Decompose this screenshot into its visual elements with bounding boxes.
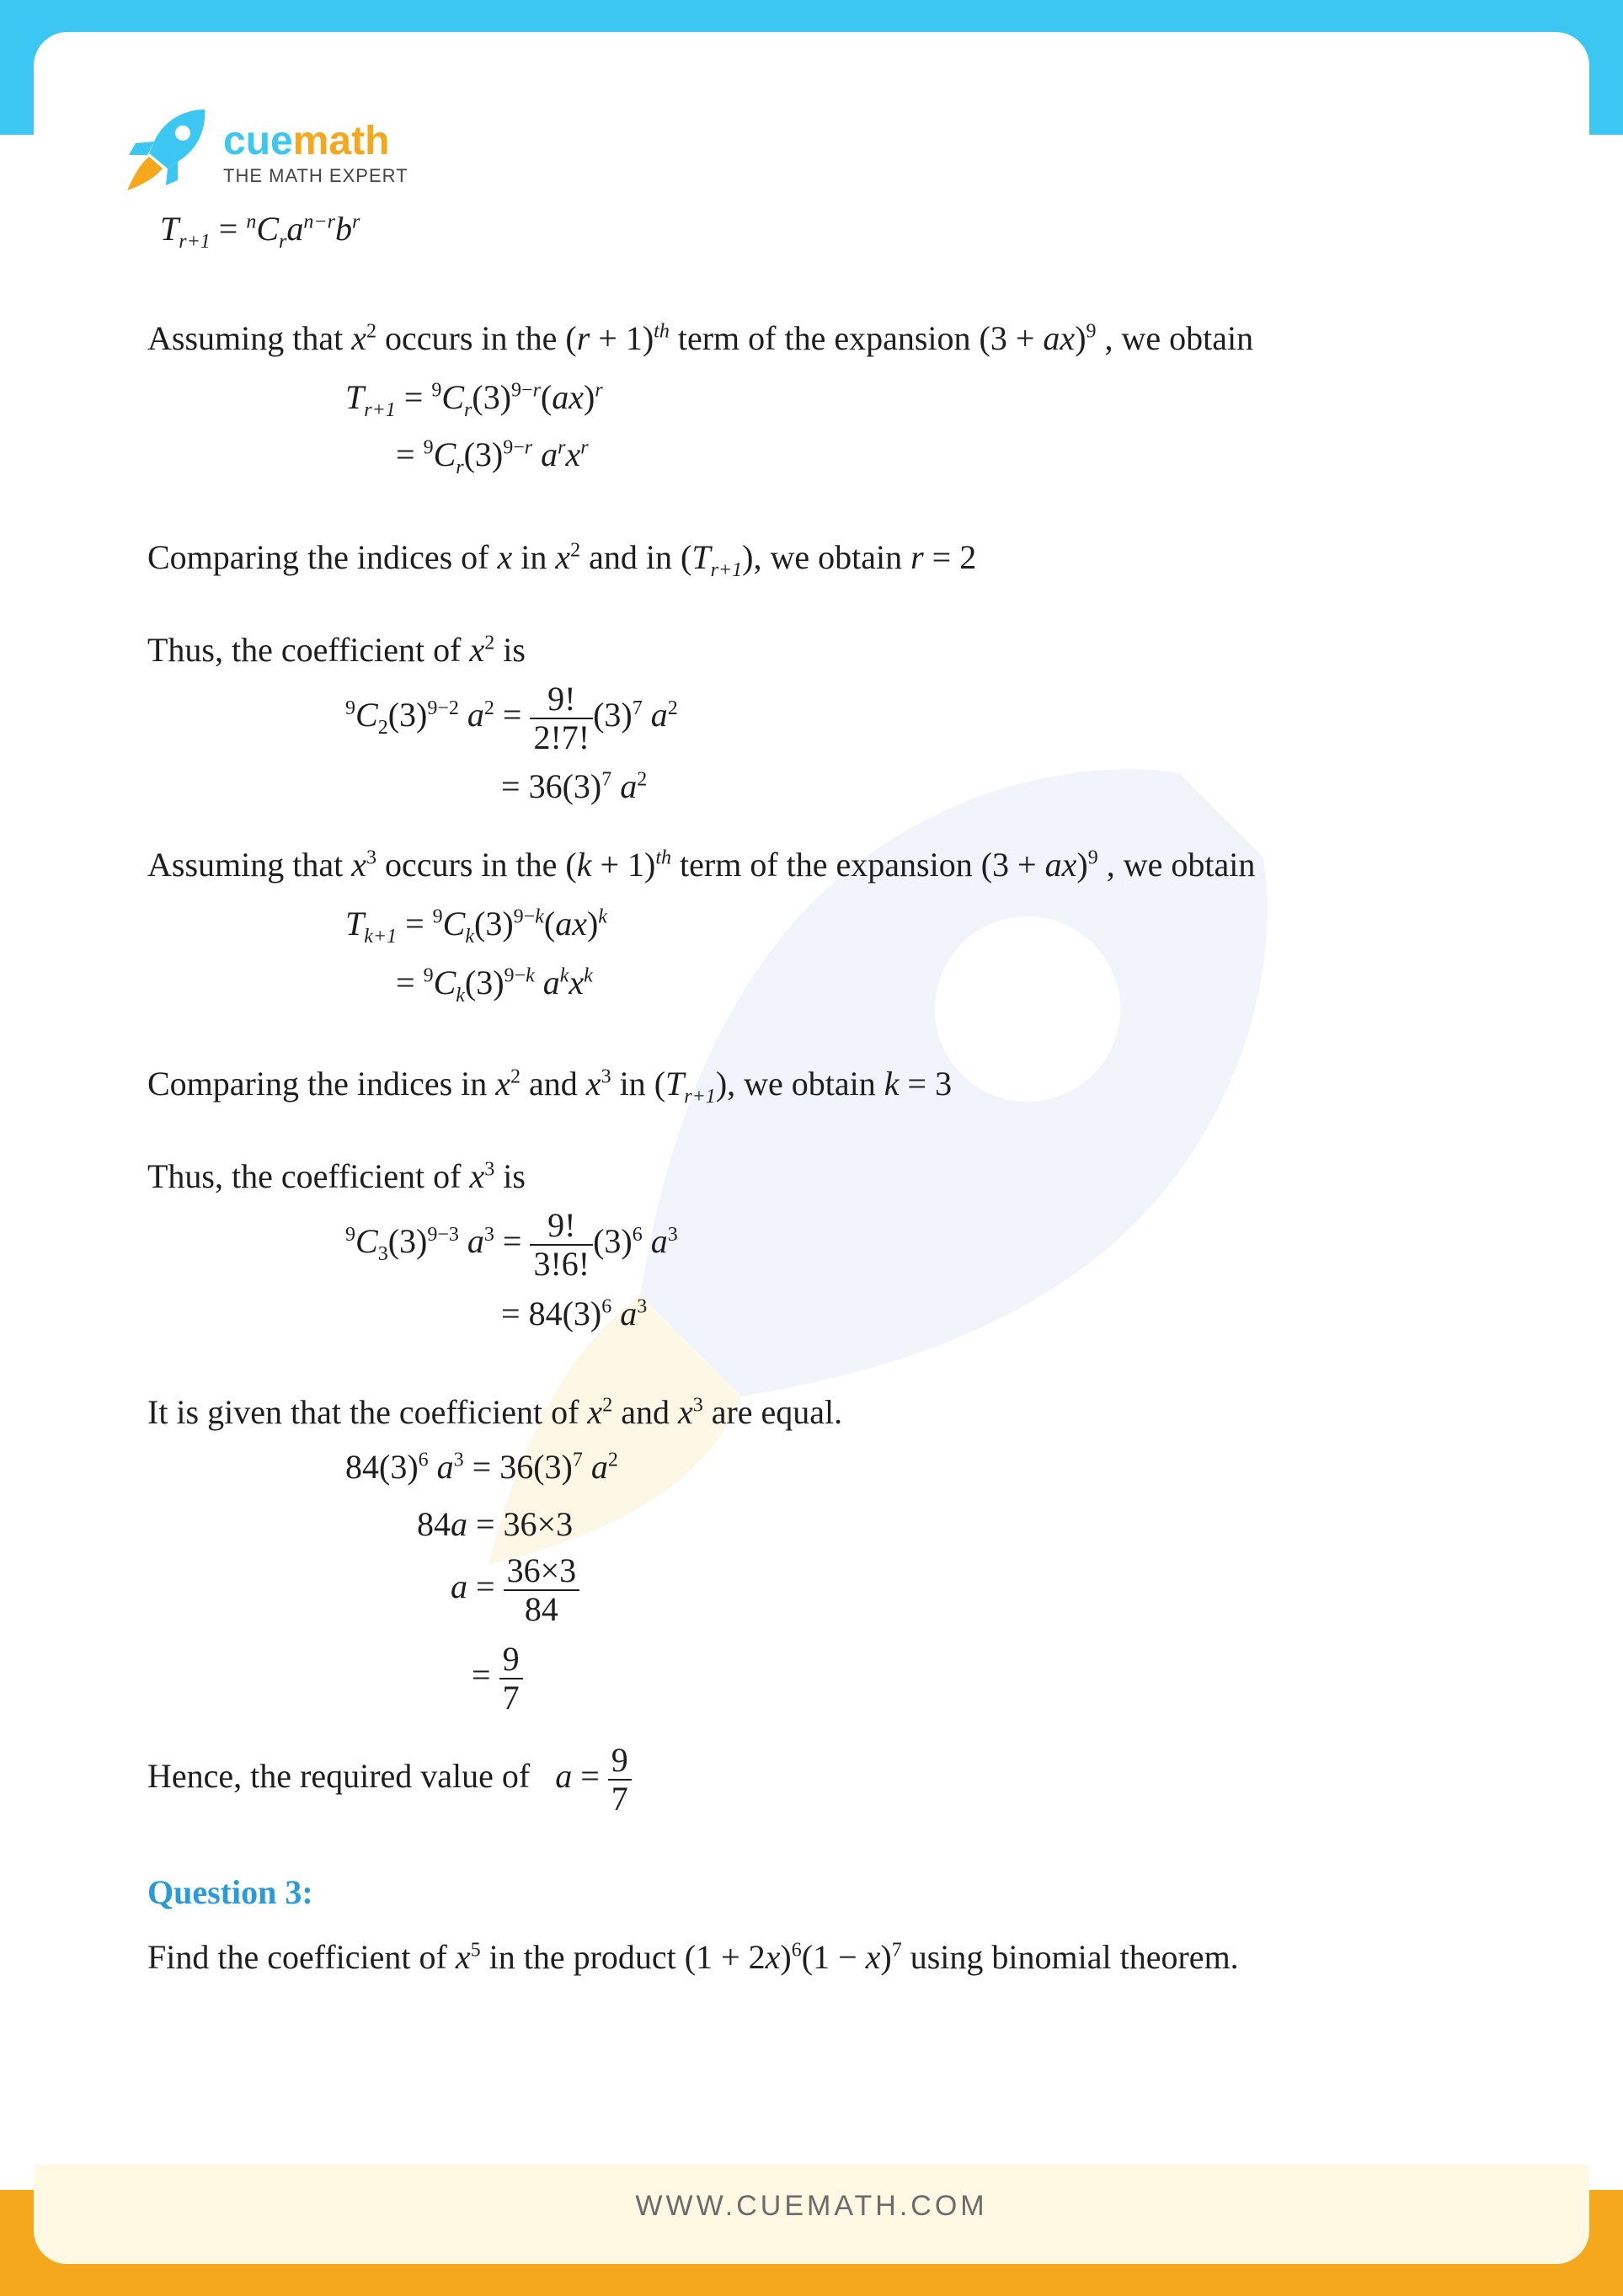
assumption-line-1: Assuming that $x^2$ occurs in the $(r + 1)^{th}$ term of the expansion (3 + ax)$^9$ , we obtain bbox=[147, 319, 1254, 357]
term-expansion-r-2: = $^9C_r(3)^{9-r}$ $a^rx^r$ bbox=[396, 435, 589, 478]
coefficient-x3-result: = $84(3)^6$ $a^3$ bbox=[501, 1295, 648, 1332]
term-expansion-k-2: = $^9C_k(3)^{9-k}$ $a^kx^k$ bbox=[396, 964, 593, 1007]
brand-name: cuemath bbox=[223, 119, 390, 163]
final-answer-line: Hence, the required value of a = $\frac{9}{7}$ bbox=[147, 1742, 632, 1818]
assumption-line-2: Assuming that $x^3$ occurs in the $(k + 1)^{th}$ term of the expansion (3 + ax)$^9$ , we obtain bbox=[147, 846, 1256, 884]
footer-bar bbox=[34, 2165, 1589, 2264]
equation-step-1: $84(3)^6$ $a^3 = 36(3)^7$ $a^2$ bbox=[345, 1448, 618, 1486]
coefficient-x2-heading: Thus, the coefficient of $x^2$ is bbox=[147, 631, 526, 669]
coefficient-x3-heading: Thus, the coefficient of $x^3$ is bbox=[147, 1157, 526, 1195]
coefficient-x2-formula: $^9C_2(3)^{9-2}$ $a^2$ = $\frac{9!}{2!7!}$ $(3)^7$ $a^2$ bbox=[345, 680, 678, 756]
footer-url[interactable]: WWW.CUEMATH.COM bbox=[635, 2190, 988, 2222]
brand-logo bbox=[122, 108, 408, 196]
question-3-text: Find the coefficient of $x^5$ in the product $(1 + 2x)^6(1 - x)^7$ using binomial theorem. bbox=[147, 1938, 1239, 1976]
brand-tagline: THE MATH EXPERT bbox=[223, 165, 408, 186]
equation-step-4: = $\frac{9}{7}$ bbox=[472, 1641, 523, 1717]
compare-line-2: Comparing the indices in $x^2$ and $x^3$ in $(T_{r+1})$, we obtain k = 3 bbox=[147, 1065, 953, 1108]
coefficient-x3-formula: $^9C_3(3)^{9-3}$ $a^3$ = $\frac{9!}{3!6!}$ $(3)^6$ $a^3$ bbox=[345, 1206, 678, 1283]
given-equal-line: It is given that the coefficient of $x^2$ and $x^3$ are equal. bbox=[147, 1393, 843, 1431]
equation-step-3: a = $\frac{36\times 3}{84}$ bbox=[451, 1552, 579, 1628]
coefficient-x2-result: = $36(3)^7$ $a^2$ bbox=[501, 767, 648, 805]
equation-step-2: 84a = 36×3 bbox=[417, 1505, 574, 1543]
term-expansion-r-1: $T_{r+1} = ^9C_r(3)^{9-r}(ax)^r$ bbox=[345, 378, 603, 421]
compare-line-1: Comparing the indices of x in $x^2$ and in $(T_{r+1})$, we obtain r = 2 bbox=[147, 538, 977, 581]
page-sheet bbox=[34, 32, 1589, 2264]
rocket-logo-icon bbox=[122, 108, 215, 192]
question-3-heading: Question 3: bbox=[147, 1873, 313, 1911]
term-expansion-k-1: $T_{k+1} = ^9C_k(3)^{9-k}(ax)^k$ bbox=[345, 905, 607, 948]
general-term-formula: $T_{r+1} = ^nC_ra^{n-r}b^r$ bbox=[160, 210, 360, 253]
